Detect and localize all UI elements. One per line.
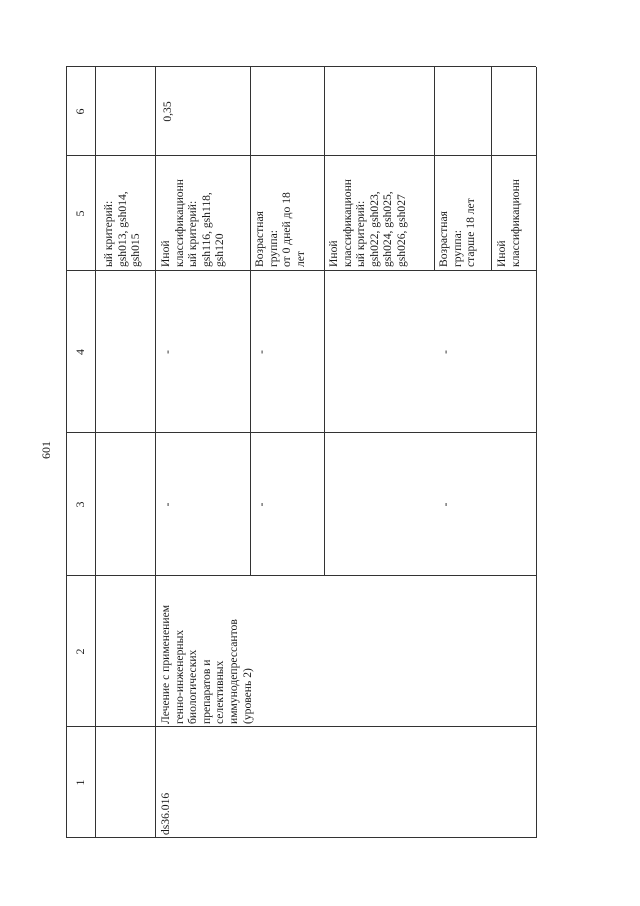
column-divider-2-3 [66,575,536,576]
subrow2-col3: - [254,502,268,507]
subrow2-col5: Возрастная группа: от 0 дней до 18 лет [253,192,307,267]
subrow3-col5: Иной классификационн ый критерий: gsh022, gsh023, gsh024, gsh025, gsh026, gsh027 [327,179,408,267]
subrow4-col5: Возрастная группа: старше 18 лет [437,198,478,267]
table-border-right [66,66,536,67]
subrow4-col3: - [438,502,452,507]
row-divider [155,67,156,838]
table-border-bottom [536,67,537,838]
subrow-divider-1 [250,67,251,576]
subrow5-col5: Иной классификационн [495,179,522,267]
page-number: 601 [39,441,53,459]
column-divider-1-2 [66,726,536,727]
subrow1-col4: - [160,350,174,354]
subrow-divider-2 [324,67,325,576]
subrow1-col3: - [160,502,174,507]
subrow-divider-3 [434,67,435,271]
column-divider-3-4 [66,432,536,433]
column-divider-5-6 [66,155,536,156]
subrow2-col4: - [254,350,268,354]
subrow1-col5: Иной классификационн ый критерий: gsh116, gsh118, gsh120 [159,179,227,267]
header-col-2: 2 [73,648,87,655]
continued-row-col5: ый критерий: gsh013, gsh014, gsh015 [102,191,143,267]
header-col-3: 3 [73,501,87,508]
row-code: ds36.016 [159,792,172,835]
subrow4-col4: - [438,350,452,354]
header-col-6: 6 [73,108,87,115]
column-divider-4-5 [66,270,536,271]
row-coefficient: 0,35 [161,101,174,122]
header-col-1: 1 [73,779,87,786]
header-row-divider [95,67,96,838]
table-border-left [66,837,536,838]
header-col-4: 4 [73,349,87,355]
rotated-table [66,67,536,838]
header-col-5: 5 [73,210,87,217]
subrow-divider-4 [491,67,492,271]
row-name: Лечение с применением генно-инженерных биологических препаратов и селективных иммунодепрессантов (уровень 2) [159,604,254,724]
